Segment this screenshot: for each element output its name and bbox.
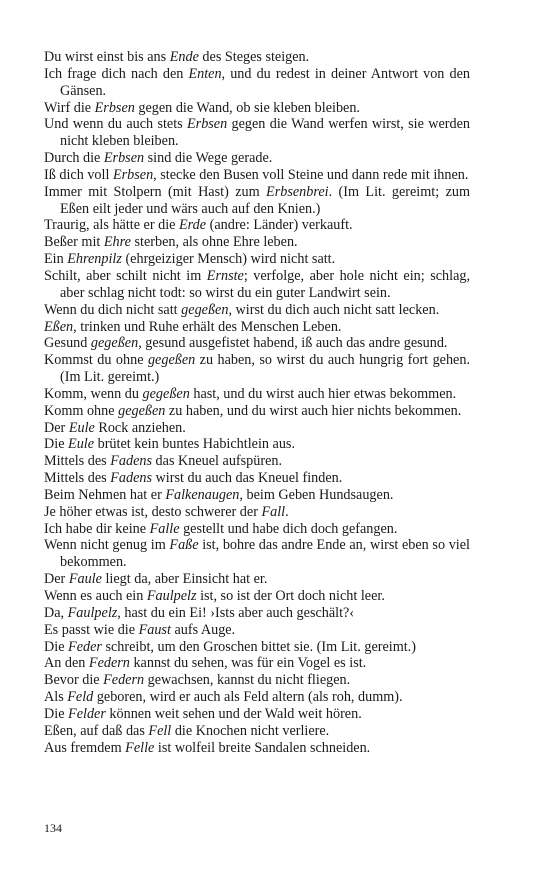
proverb-entry bbox=[44, 352, 470, 386]
proverb-entry bbox=[44, 302, 470, 319]
proverb-entry bbox=[44, 217, 470, 234]
proverb-text: Ein bbox=[44, 251, 68, 268]
keyword: Federn bbox=[88, 655, 130, 672]
proverb-entry bbox=[44, 605, 470, 622]
proverb-entry bbox=[44, 588, 470, 605]
keyword: gegeßen bbox=[90, 335, 139, 352]
proverb-text: Und wenn du auch stets bbox=[44, 116, 187, 133]
keyword: Ernste bbox=[206, 267, 244, 284]
proverb-text: geboren, wird er auch als Feld altern (als roh, dumm). bbox=[93, 689, 403, 706]
proverb-text: Schilt, aber schilt nicht im bbox=[44, 267, 207, 284]
keyword: Faulpelz bbox=[67, 604, 118, 621]
proverb-text: gestellt und habe dich doch gefangen. bbox=[179, 520, 398, 537]
keyword: Ende bbox=[169, 49, 199, 65]
proverb-text: gegen die Wand, ob sie kleben bleiben. bbox=[134, 99, 360, 116]
proverb-text: , wirst du dich auch nicht satt lecken. bbox=[228, 301, 440, 318]
keyword: Eule bbox=[68, 419, 95, 436]
proverb-text: (ehrgeiziger Mensch) wird nicht satt. bbox=[121, 251, 336, 268]
keyword: Erbsen bbox=[112, 166, 154, 183]
proverb-list bbox=[44, 49, 470, 756]
proverb-text: Du wirst einst bis ans bbox=[44, 49, 170, 65]
proverb-text: , gesund ausgefistet habend, iß auch das andre gesund. bbox=[138, 335, 448, 352]
keyword: Erbsen bbox=[103, 150, 145, 167]
proverb-text: die Knochen nicht verliere. bbox=[171, 722, 330, 739]
proverb-text: Je höher etwas ist, desto schwerer der bbox=[44, 503, 262, 520]
keyword: Felle bbox=[125, 739, 155, 756]
keyword: Faulpelz bbox=[146, 588, 197, 604]
proverb-entry bbox=[44, 537, 470, 571]
proverb-text: Eßen, auf daß das bbox=[44, 722, 149, 739]
proverb-entry bbox=[44, 49, 470, 66]
proverb-entry bbox=[44, 167, 470, 184]
keyword: Faust bbox=[138, 621, 171, 638]
proverb-entry bbox=[44, 655, 470, 672]
proverb-text: aufs Auge. bbox=[170, 621, 236, 638]
proverb-entry bbox=[44, 706, 470, 723]
keyword: gegeßen bbox=[147, 352, 196, 369]
proverb-text: (andre: Länder) verkauft. bbox=[206, 217, 353, 234]
proverb-text: gegen die Wand werfen wirst, sie werden nicht kleben bleiben. bbox=[60, 116, 470, 150]
proverb-text: Da, bbox=[44, 604, 68, 621]
proverb-entry bbox=[44, 689, 470, 706]
proverb-entry bbox=[44, 470, 470, 487]
proverb-text: zu haben, so wirst du auch hungrig fort gehen. (Im Lit. gereimt.) bbox=[60, 352, 470, 386]
keyword: Fell bbox=[148, 722, 172, 739]
proverb-text: Ich frage dich nach den bbox=[44, 65, 189, 82]
keyword: Fadens bbox=[110, 470, 152, 487]
proverb-text: Der bbox=[44, 571, 69, 588]
page-number: 134 bbox=[44, 821, 62, 835]
keyword: gegeßen bbox=[118, 402, 166, 419]
proverb-text: Es passt wie die bbox=[44, 621, 139, 638]
proverb-entry bbox=[44, 403, 470, 420]
proverb-entry bbox=[44, 66, 470, 100]
proverb-text: Die bbox=[44, 705, 69, 722]
proverb-text: Wenn du dich nicht satt bbox=[44, 301, 182, 318]
keyword: Fadens bbox=[110, 453, 152, 470]
proverb-text: Die bbox=[44, 436, 69, 453]
proverb-entry bbox=[44, 504, 470, 521]
proverb-entry bbox=[44, 184, 470, 218]
proverb-text: brütet kein buntes Habichtlein aus. bbox=[94, 436, 295, 453]
proverb-text: , hast du ein Ei! ›Ists aber auch geschält?‹ bbox=[117, 604, 355, 621]
proverb-entry bbox=[44, 571, 470, 588]
proverb-text: Mittels des bbox=[44, 453, 111, 470]
proverb-entry bbox=[44, 386, 470, 403]
proverb-text: sterben, als ohne Ehre leben. bbox=[130, 234, 298, 251]
proverb-entry bbox=[44, 268, 470, 302]
proverb-entry bbox=[44, 740, 470, 757]
keyword: Feder bbox=[68, 638, 102, 655]
keyword: Eßen bbox=[44, 318, 74, 335]
proverb-text: . (Im Lit. gereimt; zum Eßen eilt jeder und wärs auch auf den Knien.) bbox=[60, 183, 470, 217]
proverb-text: gewachsen, kannst du nicht fliegen. bbox=[144, 672, 351, 689]
keyword: Ehre bbox=[103, 234, 131, 251]
keyword: Felder bbox=[68, 705, 106, 722]
keyword: Erbsenbrei bbox=[266, 183, 329, 200]
proverb-entry bbox=[44, 487, 470, 504]
proverb-entry bbox=[44, 453, 470, 470]
keyword: gegeßen bbox=[142, 385, 190, 402]
proverb-text: hast, und du wirst auch hier etwas bekommen. bbox=[189, 385, 457, 402]
proverb-text: Komm ohne bbox=[44, 402, 119, 419]
proverb-text: Wenn nicht genug im bbox=[44, 537, 170, 554]
proverb-entry bbox=[44, 622, 470, 639]
proverb-text: Komm, wenn du bbox=[44, 385, 143, 402]
proverb-text: Der bbox=[44, 419, 69, 436]
proverb-entry bbox=[44, 234, 470, 251]
keyword: gegeßen bbox=[181, 301, 229, 318]
keyword: Erde bbox=[179, 217, 207, 234]
keyword: Faße bbox=[169, 537, 199, 554]
proverb-text: . bbox=[285, 503, 289, 520]
proverb-text: Kommst du ohne bbox=[44, 352, 148, 369]
proverb-text: wirst du auch das Kneuel finden. bbox=[152, 470, 343, 487]
proverb-text: , und du redest in deiner Antwort von den Gänsen. bbox=[60, 65, 470, 99]
proverb-entry bbox=[44, 100, 470, 117]
proverb-text: , trinken und Ruhe erhält des Menschen Leben. bbox=[73, 318, 342, 335]
proverb-text: sind die Wege gerade. bbox=[144, 150, 273, 167]
proverb-text: Die bbox=[44, 638, 69, 655]
proverb-text: , beim Geben Hundsaugen. bbox=[239, 486, 394, 503]
proverb-text: Ich habe dir keine bbox=[44, 520, 150, 537]
keyword: Erbsen bbox=[187, 116, 228, 133]
proverb-text: Beim Nehmen hat er bbox=[44, 486, 166, 503]
proverb-entry bbox=[44, 116, 470, 150]
proverb-text: , stecke den Busen voll Steine und dann rede mit ihnen. bbox=[153, 166, 469, 183]
proverb-text: Durch die bbox=[44, 150, 104, 167]
proverb-text: Als bbox=[44, 689, 68, 706]
proverb-text: Gesund bbox=[44, 335, 91, 352]
proverb-entry bbox=[44, 251, 470, 268]
proverb-entry bbox=[44, 420, 470, 437]
proverb-text: Beßer mit bbox=[44, 234, 104, 251]
proverb-text: kannst du sehen, was für ein Vogel es ist. bbox=[129, 655, 367, 672]
proverb-text: Aus fremdem bbox=[44, 739, 126, 756]
proverb-entry bbox=[44, 521, 470, 538]
proverb-entry bbox=[44, 335, 470, 352]
proverb-text: Traurig, als hätte er die bbox=[44, 217, 180, 234]
keyword: Ehrenpilz bbox=[67, 251, 122, 268]
proverb-text: Rock anziehen. bbox=[94, 419, 186, 436]
proverb-text: Immer mit Stolpern (mit Hast) zum bbox=[44, 183, 267, 200]
proverb-text: des Steges steigen. bbox=[198, 49, 310, 65]
proverb-text: An den bbox=[44, 655, 89, 672]
proverb-entry bbox=[44, 319, 470, 336]
keyword: Falle bbox=[149, 520, 180, 537]
proverb-entry bbox=[44, 672, 470, 689]
keyword: Feld bbox=[67, 689, 94, 706]
proverb-text: Wenn es auch ein bbox=[44, 588, 147, 604]
proverb-text: ist wolfeil breite Sandalen schneiden. bbox=[154, 739, 371, 756]
keyword: Enten bbox=[188, 65, 222, 82]
proverb-entry bbox=[44, 723, 470, 740]
proverb-text: können weit sehen und der Wald weit hören. bbox=[105, 705, 362, 722]
keyword: Eule bbox=[68, 436, 95, 453]
keyword: Erbsen bbox=[94, 99, 135, 116]
proverb-text: liegt da, aber Einsicht hat er. bbox=[101, 571, 268, 588]
keyword: Fall bbox=[261, 503, 286, 520]
proverb-text: zu haben, und du wirst auch hier nichts bekommen. bbox=[165, 402, 462, 419]
proverb-entry bbox=[44, 639, 470, 656]
keyword: Federn bbox=[103, 672, 145, 689]
proverb-text: ist, so ist der Ort doch nicht leer. bbox=[196, 588, 385, 604]
proverb-text: das Kneuel aufspüren. bbox=[152, 453, 283, 470]
proverb-text: ist, bohre das andre Ende an, wirst eben so viel bekommen. bbox=[60, 537, 470, 571]
proverb-entry bbox=[44, 436, 470, 453]
proverb-text: Bevor die bbox=[44, 672, 104, 689]
keyword: Falkenaugen bbox=[165, 486, 240, 503]
keyword: Faule bbox=[68, 571, 102, 588]
proverb-text: Wirf die bbox=[44, 99, 95, 116]
proverb-text: ; verfolge, aber hole nicht ein; schlag, aber schlag nicht todt: so wirst du ein guter Landwirt sein. bbox=[60, 267, 471, 301]
proverb-text: schreibt, um den Groschen bittet sie. (Im Lit. gereimt.) bbox=[101, 638, 416, 655]
proverb-entry bbox=[44, 150, 470, 167]
proverb-text: Mittels des bbox=[44, 470, 111, 487]
proverb-text: Iß dich voll bbox=[44, 166, 113, 183]
